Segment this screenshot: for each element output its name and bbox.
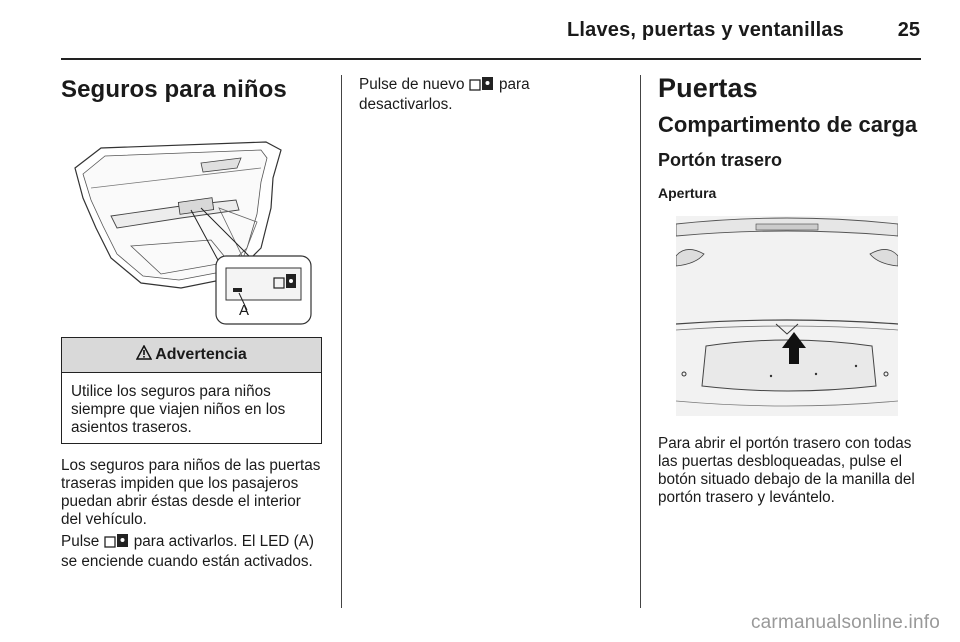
running-header-title: Llaves, puertas y ventanillas	[566, 19, 844, 41]
page-header	[0, 0, 960, 60]
tailgate-drawing	[676, 216, 898, 416]
middle-column	[359, 76, 621, 114]
subheading-opening: Apertura	[658, 185, 717, 202]
right-column	[658, 72, 920, 507]
figure-label-led: A	[239, 301, 250, 319]
section-heading-doors: Puertas	[658, 73, 758, 103]
subheading-cargo: Compartimento de carga	[658, 112, 918, 138]
header-rule	[61, 58, 921, 60]
left-column	[61, 70, 324, 330]
child-lock-description: Los seguros para niños de las puertas traseras impiden que los pasajeros puedan abrir éstas desde el interior del vehículo.	[61, 457, 321, 528]
door-panel-drawing	[61, 138, 323, 330]
warning-title: Advertencia	[155, 346, 247, 363]
tailgate-opening-text: Para abrir el portón trasero con todas las puertas desbloqueadas, pulse el botón situado debajo de la manilla del portón trasero y levántelo.	[658, 435, 915, 507]
subheading-tailgate: Portón trasero	[658, 150, 783, 171]
child-lock-icon	[104, 534, 130, 553]
warning-triangle-icon	[136, 345, 152, 365]
column-divider-right	[640, 75, 641, 608]
left-column-body	[61, 457, 324, 571]
section-heading-child-locks: Seguros para niños	[61, 76, 287, 103]
child-lock-icon	[469, 77, 495, 96]
page-number: 25	[897, 19, 920, 41]
warning-header	[62, 338, 321, 373]
watermark: carmanualsonline.info	[750, 612, 940, 633]
column-divider-left	[341, 75, 342, 608]
tailgate-illustration	[676, 216, 898, 416]
warning-box	[61, 337, 322, 444]
child-lock-activation-text: Pulse para activarlos. El LED (A) se enciende cuando están activados.	[61, 533, 314, 570]
child-lock-deactivation-text: Pulse de nuevo para desactivarlos.	[359, 76, 530, 113]
door-panel-illustration	[61, 138, 323, 330]
warning-text: Utilice los seguros para niños siempre que viajen niños en los asientos traseros.	[71, 383, 286, 436]
